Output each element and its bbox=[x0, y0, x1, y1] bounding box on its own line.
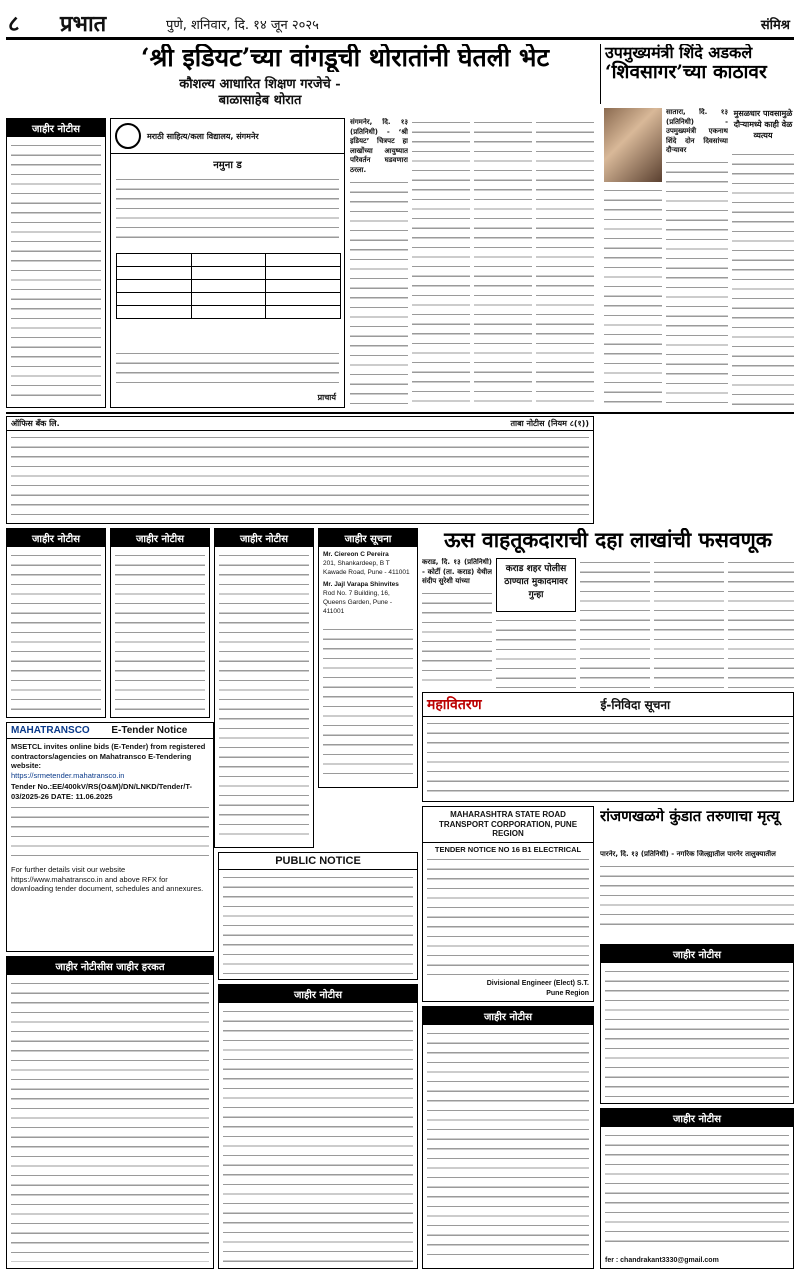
story2-side-title: मुसळधार पावसामुळे दौऱ्यामध्ये काही वेळ व्यत्यय bbox=[733, 108, 793, 140]
story4-text bbox=[600, 862, 794, 932]
right-notice-2 bbox=[600, 1108, 794, 1269]
notice-body bbox=[427, 1029, 589, 1262]
msrtc-tender bbox=[422, 806, 594, 1002]
story4-lead: पारनेर, दि. १३ (प्रतिनिधी) - नगरिक जिल्ह्यातील पारनेर तालुक्यातील bbox=[600, 850, 776, 858]
story2-column-2 bbox=[732, 150, 794, 408]
story1-column-3 bbox=[474, 118, 532, 408]
story2-text bbox=[666, 158, 728, 408]
notice-heading: जाहीर नोटीस bbox=[423, 1007, 593, 1025]
advocate-name-2: Mr. Jajl Varapa Shinvites bbox=[323, 581, 399, 588]
msrtc-title: MAHARASHTRA STATE ROAD TRANSPORT CORPORATION, PUNE REGION bbox=[423, 807, 593, 843]
story3-column-2 bbox=[496, 616, 576, 688]
page-number: ८ bbox=[8, 11, 20, 37]
msrtc-signature: Divisional Engineer (Elect) S.T. Pune Region bbox=[486, 980, 589, 997]
story1-column-1 bbox=[350, 118, 408, 408]
story3-column-5 bbox=[728, 558, 794, 688]
story1-column-2 bbox=[412, 118, 470, 408]
college-ad-text bbox=[116, 175, 339, 245]
notice-heading: जाहीर नोटीस bbox=[7, 529, 105, 547]
notice-body bbox=[11, 141, 101, 401]
college-ad-footer-text bbox=[116, 349, 339, 389]
story2-column-1 bbox=[666, 108, 728, 408]
advocate-name-1: Mr. Ciereon C Pereira bbox=[323, 551, 389, 558]
e-nivida-notice bbox=[422, 692, 794, 802]
story2-headline-block bbox=[600, 44, 794, 104]
e-nivida-heading: ई-निविदा सूचना bbox=[600, 698, 671, 712]
mahavitaran-logo: महावितरण bbox=[427, 697, 482, 713]
date-line: पुणे, शनिवार, दि. १४ जून २०२५ bbox=[166, 18, 319, 33]
e-nivida-text bbox=[427, 719, 789, 797]
e-tender-notice bbox=[6, 722, 214, 952]
story1-headline: ‘श्री इडियट’च्या वांगडूची थोरातांनी घेतली भेट bbox=[140, 44, 550, 72]
notice-body bbox=[11, 979, 209, 1262]
right-notice-1 bbox=[600, 944, 794, 1104]
story2-headline-2: ‘शिवसागर’च्या काठावर bbox=[605, 60, 767, 83]
notice-body bbox=[223, 1007, 413, 1262]
mahatransco-logo: MAHATRANSCO bbox=[11, 725, 90, 736]
e-tender-title: MSETCL invites online bids (E-Tender) from registered contractors/agencies on Mahatransco E-Tendering website: bbox=[11, 742, 206, 770]
notice-body bbox=[605, 967, 789, 1097]
notice-body bbox=[605, 1131, 789, 1250]
notice-col-2 bbox=[110, 528, 210, 718]
divider bbox=[6, 412, 794, 414]
public-notice bbox=[218, 852, 418, 980]
story1-lead: संगमनेर, दि. १३ (प्रतिनिधी) - ‘श्री इडियट’ चित्रपट हा लाखोंच्या आयुष्यात परिवर्तन घडवणारा ठरला. bbox=[350, 118, 408, 174]
masthead bbox=[6, 6, 794, 40]
story2-lead: सातारा, दि. १३ (प्रतिनिधी) - उपमुख्यमंत्री एकनाथ शिंदे दोन दिवसांच्या दौऱ्यावर bbox=[666, 108, 728, 155]
notice-heading: जाहीर सूचना bbox=[319, 529, 417, 547]
story1-subhead1: कौशल्य आधारित शिक्षण गरजेचे - bbox=[179, 77, 341, 90]
contact-email: fer : chandrakant3330@gmail.com bbox=[605, 1256, 719, 1264]
college-ad bbox=[110, 118, 345, 408]
shinde-photo bbox=[604, 108, 662, 182]
bottom-notice-1 bbox=[218, 984, 418, 1269]
e-tender-heading: E-Tender Notice bbox=[111, 725, 188, 736]
jahir-harkat-notice bbox=[6, 956, 214, 1269]
edition-label: संमिश्र bbox=[760, 18, 790, 33]
notice-body bbox=[11, 551, 101, 711]
college-notice-title: नमुना ड bbox=[213, 160, 242, 171]
story1-headline-block bbox=[110, 44, 580, 72]
story2-headline-1: उपमुख्यमंत्री शिंदे अडकले bbox=[605, 44, 753, 62]
bank-notice-text bbox=[11, 433, 589, 519]
advocate-address-1: 201, Shankardeep, B T Kawade Road, Pune - 411001 bbox=[323, 560, 410, 576]
msrtc-text bbox=[427, 855, 589, 975]
notice-heading: जाहीर नोटीस bbox=[601, 1109, 793, 1127]
notice-col-3 bbox=[214, 528, 314, 848]
story3-text bbox=[422, 589, 492, 688]
jahir-suchana bbox=[318, 528, 418, 788]
public-notice-heading: PUBLIC NOTICE bbox=[219, 853, 417, 870]
story1-text bbox=[350, 178, 408, 408]
notice-heading: जाहीर नोटीस bbox=[7, 119, 105, 137]
story3-column-4 bbox=[654, 558, 724, 688]
story2-column-0 bbox=[604, 186, 662, 408]
notice-body bbox=[323, 625, 413, 781]
brand-name: प्रभात bbox=[60, 11, 107, 37]
msrtc-sub: TENDER NOTICE NO 16 B1 ELECTRICAL bbox=[434, 844, 582, 854]
story4-body bbox=[600, 850, 794, 940]
notice-heading: जाहीर नोटीस bbox=[219, 985, 417, 1003]
story3-inset-line-2: ठाण्यात मुकादमावर bbox=[504, 577, 568, 587]
story3-inset-line-3: गुन्हा bbox=[528, 590, 544, 600]
bank-label: ऑफिस बँक लि. bbox=[11, 419, 60, 428]
story3-headline: ऊस वाहतूकदाराची दहा लाखांची फसवणूक bbox=[444, 528, 772, 552]
college-logo bbox=[115, 123, 141, 149]
story3-headline-block bbox=[422, 528, 794, 554]
notice-heading: जाहीर नोटीस bbox=[215, 529, 313, 547]
story3-column-3 bbox=[580, 558, 650, 688]
story3-inset bbox=[496, 558, 576, 612]
advocate-address-2: Rod No. 7 Building, 16, Queens Garden, Pune - 411001 bbox=[323, 590, 393, 615]
notice-col-1 bbox=[6, 528, 106, 718]
story3-lead: कराड, दि. १३ (प्रतिनिधी) - कोर्टी (ता. कराड) येथील संदीप सुरेशी यांच्या bbox=[422, 558, 492, 586]
story4-headline: रांजणखळगे कुंडात तरुणाचा मृत्यू bbox=[600, 808, 780, 825]
notice-heading: जाहीर नोटीस bbox=[601, 945, 793, 963]
notice-body bbox=[219, 551, 309, 841]
e-tender-footer: For further details visit our website https://www.mahatransco.in and above RFX for downloading tender document, schedules and annexures. bbox=[11, 865, 204, 893]
e-tender-body bbox=[11, 803, 209, 863]
e-tender-ref: Tender No.:EE/400kV/RS(O&M)/DN/LNKD/Tender/T-03/2025-26 DATE: 11.06.2025 bbox=[11, 782, 192, 801]
story1-subhead2: बाळासाहेब थोरात bbox=[218, 93, 302, 106]
story4-headline-block bbox=[600, 808, 794, 848]
notice-heading: जाहीर नोटीसीस जाहीर हरकत bbox=[7, 957, 213, 975]
bank-possession-notice bbox=[6, 416, 594, 524]
college-signature: प्राचार्य bbox=[317, 393, 336, 402]
left-notice-1 bbox=[6, 118, 106, 408]
notice-body bbox=[115, 551, 205, 711]
bottom-notice-2 bbox=[422, 1006, 594, 1269]
story1-column-4 bbox=[536, 118, 594, 408]
bank-heading: ताबा नोटीस (नियम ८(१)) bbox=[510, 419, 589, 428]
story3-inset-line-1: कराड शहर पोलीस bbox=[505, 564, 567, 574]
public-notice-text bbox=[223, 873, 413, 975]
e-tender-url[interactable]: https://srmetender.mahatransco.in bbox=[11, 770, 125, 780]
college-title: मराठी साहित्य/कला विद्यालय, संगमनेर bbox=[147, 131, 259, 141]
story3-column-1 bbox=[422, 558, 492, 688]
notice-heading: जाहीर नोटीस bbox=[111, 529, 209, 547]
college-ad-table bbox=[116, 253, 341, 319]
